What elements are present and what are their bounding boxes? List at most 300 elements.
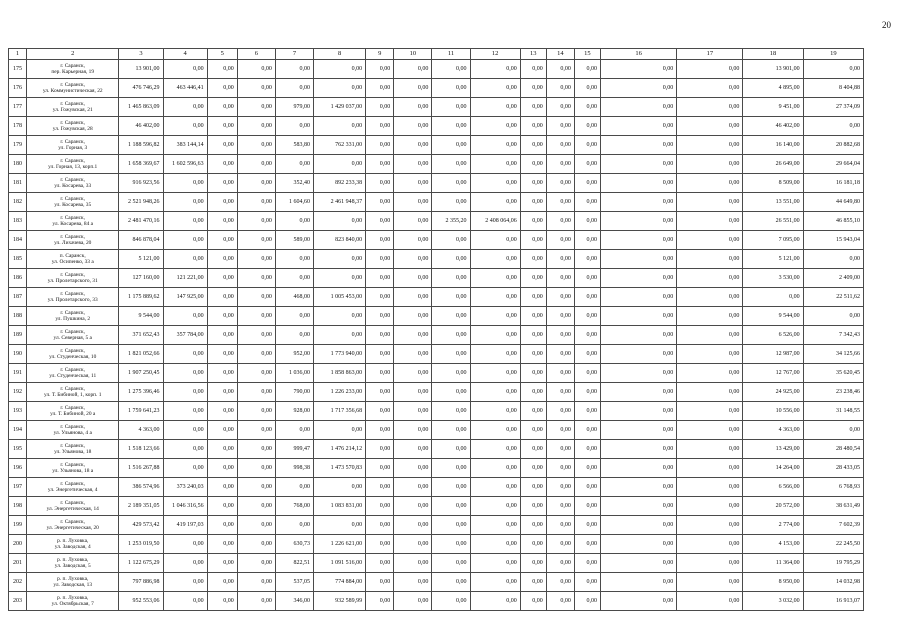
amount-cell: 2 408 064,06 <box>470 212 520 231</box>
amount-cell: 0,00 <box>677 364 743 383</box>
address-cell: г. Саранск, ул. Студенческая, 10 <box>27 345 119 364</box>
amount-cell: 0,00 <box>574 269 600 288</box>
table-row <box>9 383 864 402</box>
amount-cell: 0,00 <box>207 212 237 231</box>
amount-cell: 0,00 <box>600 383 676 402</box>
amount-cell: 999,47 <box>275 440 313 459</box>
amount-cell: 0,00 <box>520 421 546 440</box>
amount-cell: 0,00 <box>600 250 676 269</box>
amount-cell: 0,00 <box>163 459 207 478</box>
amount-cell: 537,05 <box>275 573 313 592</box>
amount-cell: 13 429,00 <box>743 440 803 459</box>
amount-cell: 0,00 <box>600 231 676 250</box>
amount-cell: 0,00 <box>432 383 470 402</box>
amount-cell: 0,00 <box>237 155 275 174</box>
table-row <box>9 402 864 421</box>
amount-cell: 0,00 <box>163 250 207 269</box>
amount-cell: 0,00 <box>470 535 520 554</box>
amount-cell: 46 402,00 <box>119 117 163 136</box>
amount-cell: 0,00 <box>237 326 275 345</box>
amount-cell: 0,00 <box>574 250 600 269</box>
amount-cell: 476 746,29 <box>119 79 163 98</box>
amount-cell: 0,00 <box>394 383 432 402</box>
amount-cell: 0,00 <box>600 174 676 193</box>
table-row <box>9 212 864 231</box>
amount-cell: 0,00 <box>394 554 432 573</box>
amount-cell: 0,00 <box>546 516 574 535</box>
address-cell: п. Саранск, ул. Осипенко, 33 а <box>27 250 119 269</box>
amount-cell: 0,00 <box>237 402 275 421</box>
amount-cell: 0,00 <box>546 79 574 98</box>
amount-cell: 0,00 <box>394 231 432 250</box>
amount-cell: 0,00 <box>520 383 546 402</box>
row-number-cell: 181 <box>9 174 27 193</box>
amount-cell: 0,00 <box>520 592 546 611</box>
address-cell: г. Саранск, ул. Студенческая, 11 <box>27 364 119 383</box>
amount-cell: 23 238,46 <box>803 383 863 402</box>
amount-cell: 0,00 <box>237 307 275 326</box>
amount-cell: 0,00 <box>677 79 743 98</box>
row-number-cell: 176 <box>9 79 27 98</box>
table-row <box>9 554 864 573</box>
register-table <box>8 48 864 611</box>
column-number-cell: 4 <box>163 49 207 60</box>
amount-cell: 147 925,00 <box>163 288 207 307</box>
amount-cell: 0,00 <box>314 307 366 326</box>
amount-cell: 823 840,00 <box>314 231 366 250</box>
table-row <box>9 60 864 79</box>
amount-cell: 0,00 <box>574 117 600 136</box>
amount-cell: 0,00 <box>546 60 574 79</box>
amount-cell: 26 649,00 <box>743 155 803 174</box>
amount-cell: 0,00 <box>163 60 207 79</box>
amount-cell: 0,00 <box>600 98 676 117</box>
amount-cell: 0,00 <box>163 421 207 440</box>
amount-cell: 790,00 <box>275 383 313 402</box>
amount-cell: 0,00 <box>574 421 600 440</box>
amount-cell: 0,00 <box>237 592 275 611</box>
amount-cell: 0,00 <box>677 326 743 345</box>
amount-cell: 0,00 <box>394 269 432 288</box>
table-row <box>9 459 864 478</box>
amount-cell: 0,00 <box>546 592 574 611</box>
amount-cell: 0,00 <box>394 345 432 364</box>
amount-cell: 0,00 <box>237 212 275 231</box>
amount-cell: 419 197,03 <box>163 516 207 535</box>
row-number-cell: 199 <box>9 516 27 535</box>
amount-cell: 0,00 <box>520 193 546 212</box>
amount-cell: 0,00 <box>207 383 237 402</box>
amount-cell: 0,00 <box>275 79 313 98</box>
amount-cell: 28 480,54 <box>803 440 863 459</box>
amount-cell: 0,00 <box>394 79 432 98</box>
amount-cell: 0,00 <box>394 326 432 345</box>
amount-cell: 0,00 <box>314 79 366 98</box>
amount-cell: 0,00 <box>520 136 546 155</box>
table-row <box>9 155 864 174</box>
amount-cell: 0,00 <box>432 345 470 364</box>
amount-cell: 0,00 <box>470 193 520 212</box>
amount-cell: 0,00 <box>163 345 207 364</box>
address-cell: г. Саранск, ул. Энергетическая, 4 <box>27 478 119 497</box>
amount-cell: 0,00 <box>803 421 863 440</box>
amount-cell: 1 717 356,68 <box>314 402 366 421</box>
amount-cell: 44 649,80 <box>803 193 863 212</box>
table-row <box>9 421 864 440</box>
amount-cell: 0,00 <box>470 383 520 402</box>
amount-cell: 0,00 <box>366 364 394 383</box>
amount-cell: 998,38 <box>275 459 313 478</box>
amount-cell: 0,00 <box>520 60 546 79</box>
amount-cell: 0,00 <box>366 421 394 440</box>
amount-cell: 0,00 <box>546 535 574 554</box>
amount-cell: 0,00 <box>574 212 600 231</box>
amount-cell: 0,00 <box>366 117 394 136</box>
address-cell: г. Саранск, ул. Коммунистическая, 22 <box>27 79 119 98</box>
column-number-cell: 17 <box>677 49 743 60</box>
amount-cell: 0,00 <box>432 573 470 592</box>
amount-cell: 0,00 <box>432 402 470 421</box>
amount-cell: 0,00 <box>207 364 237 383</box>
amount-cell: 0,00 <box>546 193 574 212</box>
table-row <box>9 516 864 535</box>
table-row <box>9 497 864 516</box>
amount-cell: 0,00 <box>677 383 743 402</box>
column-number-cell: 5 <box>207 49 237 60</box>
amount-cell: 0,00 <box>520 326 546 345</box>
address-cell: г. Саранск, ул. Энергетическая, 20 <box>27 516 119 535</box>
column-number-cell: 10 <box>394 49 432 60</box>
amount-cell: 127 160,00 <box>119 269 163 288</box>
amount-cell: 12 767,00 <box>743 364 803 383</box>
amount-cell: 0,00 <box>237 231 275 250</box>
amount-cell: 0,00 <box>432 231 470 250</box>
amount-cell: 0,00 <box>394 364 432 383</box>
amount-cell: 0,00 <box>600 345 676 364</box>
amount-cell: 0,00 <box>677 440 743 459</box>
amount-cell: 1 175 889,62 <box>119 288 163 307</box>
amount-cell: 0,00 <box>600 459 676 478</box>
address-cell: г. Саранск, ул. Гожувская, 21 <box>27 98 119 117</box>
amount-cell: 846 878,04 <box>119 231 163 250</box>
amount-cell: 0,00 <box>432 193 470 212</box>
amount-cell: 0,00 <box>520 250 546 269</box>
amount-cell: 1 429 037,00 <box>314 98 366 117</box>
amount-cell: 1 122 675,29 <box>119 554 163 573</box>
amount-cell: 0,00 <box>207 554 237 573</box>
amount-cell: 0,00 <box>546 288 574 307</box>
amount-cell: 0,00 <box>432 60 470 79</box>
amount-cell: 0,00 <box>163 440 207 459</box>
amount-cell: 0,00 <box>677 307 743 326</box>
amount-cell: 0,00 <box>470 269 520 288</box>
amount-cell: 35 620,45 <box>803 364 863 383</box>
amount-cell: 0,00 <box>275 478 313 497</box>
amount-cell: 0,00 <box>546 402 574 421</box>
row-number-cell: 194 <box>9 421 27 440</box>
amount-cell: 0,00 <box>677 231 743 250</box>
amount-cell: 630,73 <box>275 535 313 554</box>
table-row <box>9 478 864 497</box>
amount-cell: 1 465 863,09 <box>119 98 163 117</box>
amount-cell: 0,00 <box>394 98 432 117</box>
amount-cell: 0,00 <box>520 516 546 535</box>
amount-cell: 0,00 <box>207 535 237 554</box>
amount-cell: 468,00 <box>275 288 313 307</box>
amount-cell: 0,00 <box>470 250 520 269</box>
amount-cell: 0,00 <box>275 269 313 288</box>
amount-cell: 8 404,88 <box>803 79 863 98</box>
amount-cell: 0,00 <box>207 250 237 269</box>
amount-cell: 2 521 948,26 <box>119 193 163 212</box>
amount-cell: 2 189 351,05 <box>119 497 163 516</box>
amount-cell: 0,00 <box>546 478 574 497</box>
row-number-cell: 180 <box>9 155 27 174</box>
table-row <box>9 174 864 193</box>
amount-cell: 46 402,00 <box>743 117 803 136</box>
amount-cell: 0,00 <box>394 592 432 611</box>
amount-cell: 2 774,00 <box>743 516 803 535</box>
table-row <box>9 440 864 459</box>
address-cell: г. Саранск, пер. Карьерная, 19 <box>27 60 119 79</box>
amount-cell: 0,00 <box>366 231 394 250</box>
amount-cell: 0,00 <box>275 60 313 79</box>
amount-cell: 0,00 <box>207 440 237 459</box>
register-table-container <box>8 48 864 611</box>
amount-cell: 0,00 <box>432 155 470 174</box>
amount-cell: 463 446,41 <box>163 79 207 98</box>
amount-cell: 0,00 <box>207 421 237 440</box>
amount-cell: 0,00 <box>237 117 275 136</box>
amount-cell: 0,00 <box>163 174 207 193</box>
address-cell: г. Саранск, ул. Гожувская, 28 <box>27 117 119 136</box>
amount-cell: 0,00 <box>275 326 313 345</box>
amount-cell: 0,00 <box>546 212 574 231</box>
amount-cell: 0,00 <box>163 193 207 212</box>
amount-cell: 0,00 <box>366 573 394 592</box>
amount-cell: 0,00 <box>237 79 275 98</box>
amount-cell: 0,00 <box>600 288 676 307</box>
amount-cell: 0,00 <box>600 478 676 497</box>
amount-cell: 0,00 <box>470 440 520 459</box>
amount-cell: 0,00 <box>574 516 600 535</box>
amount-cell: 0,00 <box>432 174 470 193</box>
amount-cell: 0,00 <box>470 554 520 573</box>
amount-cell: 0,00 <box>366 554 394 573</box>
amount-cell: 0,00 <box>600 212 676 231</box>
amount-cell: 0,00 <box>600 497 676 516</box>
amount-cell: 0,00 <box>574 231 600 250</box>
amount-cell: 0,00 <box>366 535 394 554</box>
amount-cell: 0,00 <box>207 307 237 326</box>
amount-cell: 11 364,00 <box>743 554 803 573</box>
amount-cell: 1 516 267,88 <box>119 459 163 478</box>
amount-cell: 1 046 316,56 <box>163 497 207 516</box>
table-row <box>9 288 864 307</box>
row-number-cell: 184 <box>9 231 27 250</box>
amount-cell: 0,00 <box>677 497 743 516</box>
amount-cell: 0,00 <box>546 383 574 402</box>
row-number-cell: 190 <box>9 345 27 364</box>
amount-cell: 0,00 <box>470 307 520 326</box>
amount-cell: 0,00 <box>470 421 520 440</box>
amount-cell: 1 226 233,00 <box>314 383 366 402</box>
amount-cell: 0,00 <box>237 345 275 364</box>
table-row <box>9 573 864 592</box>
row-number-cell: 182 <box>9 193 27 212</box>
amount-cell: 0,00 <box>394 497 432 516</box>
amount-cell: 0,00 <box>394 421 432 440</box>
row-number-cell: 186 <box>9 269 27 288</box>
amount-cell: 1 476 214,12 <box>314 440 366 459</box>
amount-cell: 0,00 <box>366 174 394 193</box>
amount-cell: 0,00 <box>546 573 574 592</box>
amount-cell: 0,00 <box>546 155 574 174</box>
amount-cell: 0,00 <box>600 117 676 136</box>
amount-cell: 357 784,00 <box>163 326 207 345</box>
amount-cell: 0,00 <box>600 155 676 174</box>
amount-cell: 1 759 641,23 <box>119 402 163 421</box>
amount-cell: 797 886,98 <box>119 573 163 592</box>
amount-cell: 0,00 <box>520 212 546 231</box>
amount-cell: 0,00 <box>600 193 676 212</box>
amount-cell: 952 553,06 <box>119 592 163 611</box>
amount-cell: 0,00 <box>574 155 600 174</box>
amount-cell: 3 032,00 <box>743 592 803 611</box>
address-cell: г. Саранск, ул. Лихачева, 20 <box>27 231 119 250</box>
row-number-cell: 178 <box>9 117 27 136</box>
amount-cell: 0,00 <box>600 516 676 535</box>
amount-cell: 0,00 <box>677 212 743 231</box>
amount-cell: 1 188 596,82 <box>119 136 163 155</box>
table-row <box>9 117 864 136</box>
amount-cell: 0,00 <box>394 136 432 155</box>
amount-cell: 0,00 <box>394 174 432 193</box>
amount-cell: 0,00 <box>520 573 546 592</box>
amount-cell: 0,00 <box>366 402 394 421</box>
amount-cell: 0,00 <box>677 478 743 497</box>
amount-cell: 768,00 <box>275 497 313 516</box>
amount-cell: 0,00 <box>803 307 863 326</box>
amount-cell: 0,00 <box>163 364 207 383</box>
amount-cell: 0,00 <box>394 60 432 79</box>
row-number-cell: 197 <box>9 478 27 497</box>
amount-cell: 0,00 <box>546 440 574 459</box>
amount-cell: 0,00 <box>366 250 394 269</box>
amount-cell: 0,00 <box>600 554 676 573</box>
address-cell: г. Саранск, ул. Т. Бибиной, 1, корп. 1 <box>27 383 119 402</box>
amount-cell: 0,00 <box>237 136 275 155</box>
amount-cell: 5 121,00 <box>119 250 163 269</box>
amount-cell: 0,00 <box>470 231 520 250</box>
amount-cell: 0,00 <box>366 155 394 174</box>
amount-cell: 0,00 <box>520 345 546 364</box>
amount-cell: 4 153,00 <box>743 535 803 554</box>
table-row <box>9 136 864 155</box>
amount-cell: 0,00 <box>600 592 676 611</box>
amount-cell: 0,00 <box>677 573 743 592</box>
amount-cell: 0,00 <box>520 98 546 117</box>
amount-cell: 16 140,00 <box>743 136 803 155</box>
amount-cell: 0,00 <box>163 117 207 136</box>
amount-cell: 0,00 <box>314 516 366 535</box>
amount-cell: 0,00 <box>546 421 574 440</box>
amount-cell: 0,00 <box>394 193 432 212</box>
amount-cell: 22 511,62 <box>803 288 863 307</box>
amount-cell: 0,00 <box>394 212 432 231</box>
amount-cell: 6 566,00 <box>743 478 803 497</box>
amount-cell: 7 342,43 <box>803 326 863 345</box>
amount-cell: 13 901,00 <box>119 60 163 79</box>
amount-cell: 0,00 <box>677 117 743 136</box>
amount-cell: 0,00 <box>432 250 470 269</box>
amount-cell: 0,00 <box>677 592 743 611</box>
amount-cell: 0,00 <box>546 364 574 383</box>
amount-cell: 0,00 <box>275 212 313 231</box>
amount-cell: 0,00 <box>207 60 237 79</box>
amount-cell: 1 091 516,00 <box>314 554 366 573</box>
column-number-cell: 2 <box>27 49 119 60</box>
amount-cell: 0,00 <box>432 554 470 573</box>
amount-cell: 0,00 <box>470 117 520 136</box>
amount-cell: 0,00 <box>207 573 237 592</box>
table-row <box>9 307 864 326</box>
amount-cell: 2 409,00 <box>803 269 863 288</box>
amount-cell: 0,00 <box>207 79 237 98</box>
amount-cell: 7 095,00 <box>743 231 803 250</box>
row-number-cell: 191 <box>9 364 27 383</box>
amount-cell: 0,00 <box>432 516 470 535</box>
amount-cell: 0,00 <box>520 174 546 193</box>
amount-cell: 1 005 453,00 <box>314 288 366 307</box>
amount-cell: 0,00 <box>432 535 470 554</box>
row-number-cell: 195 <box>9 440 27 459</box>
row-number-cell: 202 <box>9 573 27 592</box>
amount-cell: 0,00 <box>574 440 600 459</box>
table-row <box>9 79 864 98</box>
amount-cell: 0,00 <box>546 269 574 288</box>
amount-cell: 0,00 <box>366 516 394 535</box>
amount-cell: 0,00 <box>237 516 275 535</box>
amount-cell: 0,00 <box>546 459 574 478</box>
amount-cell: 774 884,00 <box>314 573 366 592</box>
address-cell: р. п. Луховка, ул. Заводская, 5 <box>27 554 119 573</box>
amount-cell: 0,00 <box>677 459 743 478</box>
amount-cell: 952,00 <box>275 345 313 364</box>
amount-cell: 0,00 <box>574 193 600 212</box>
amount-cell: 16 913,07 <box>803 592 863 611</box>
amount-cell: 46 855,10 <box>803 212 863 231</box>
amount-cell: 0,00 <box>366 478 394 497</box>
amount-cell: 0,00 <box>432 288 470 307</box>
amount-cell: 979,00 <box>275 98 313 117</box>
amount-cell: 0,00 <box>677 193 743 212</box>
amount-cell: 19 795,29 <box>803 554 863 573</box>
amount-cell: 0,00 <box>432 269 470 288</box>
amount-cell: 0,00 <box>470 478 520 497</box>
amount-cell: 0,00 <box>546 98 574 117</box>
column-number-cell: 6 <box>237 49 275 60</box>
amount-cell: 0,00 <box>163 307 207 326</box>
amount-cell: 0,00 <box>207 345 237 364</box>
amount-cell: 31 148,55 <box>803 402 863 421</box>
amount-cell: 0,00 <box>237 193 275 212</box>
table-row <box>9 535 864 554</box>
amount-cell: 0,00 <box>520 554 546 573</box>
address-cell: г. Саранск, ул. Пролетарского, 33 <box>27 288 119 307</box>
amount-cell: 0,00 <box>600 307 676 326</box>
amount-cell: 0,00 <box>600 326 676 345</box>
